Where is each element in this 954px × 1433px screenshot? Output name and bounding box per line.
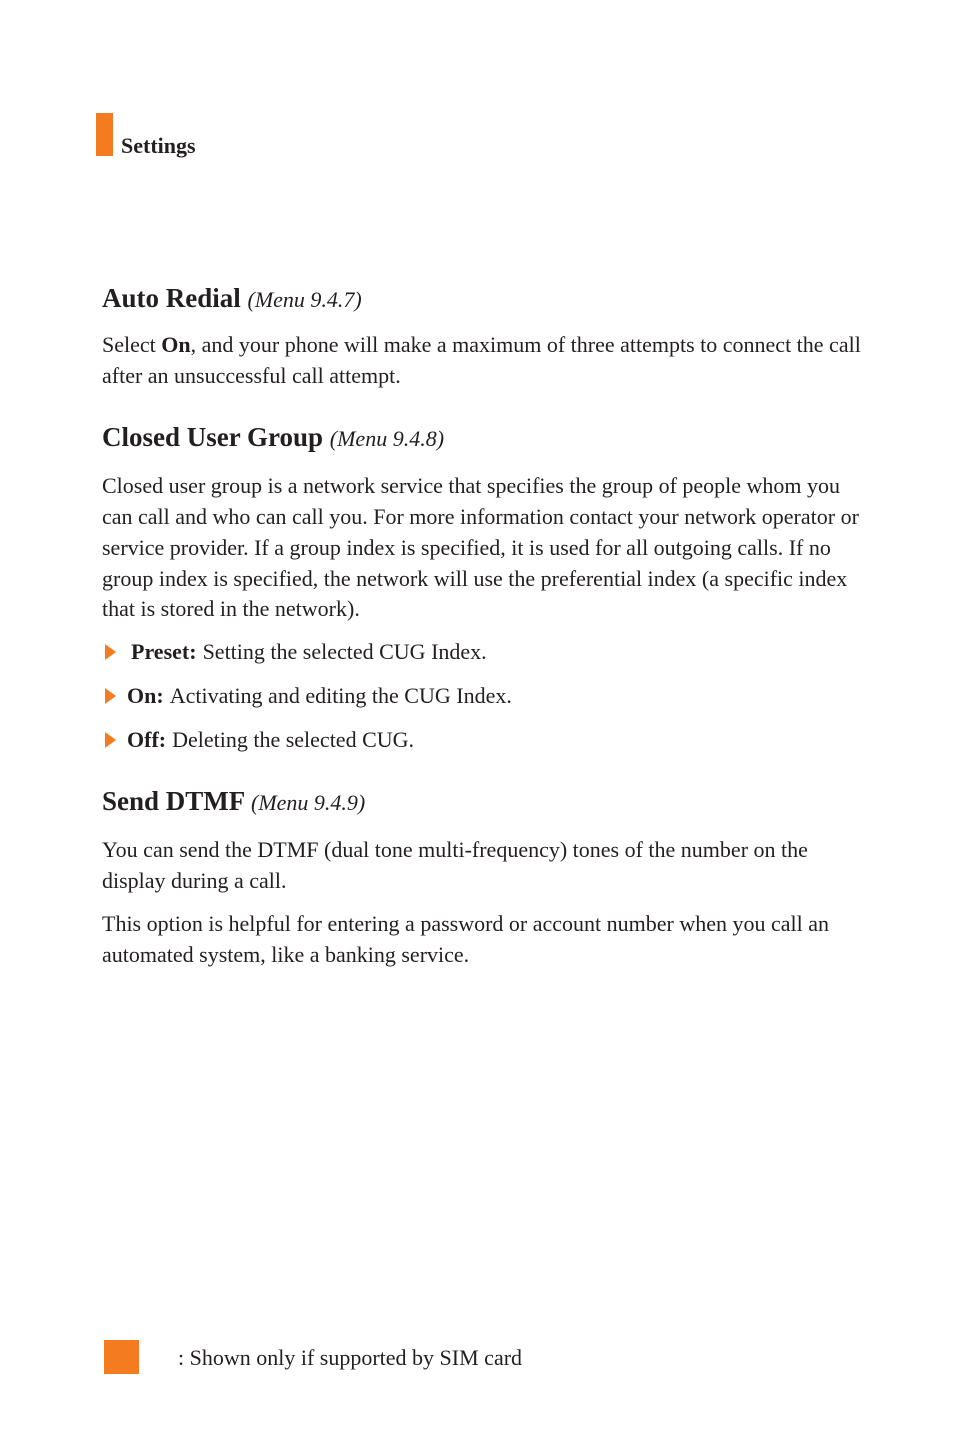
option-label: Preset: [131, 638, 197, 664]
menu-reference: (Menu 9.4.8) [329, 426, 445, 452]
cug-options-list [102, 637, 862, 755]
page-content [102, 281, 862, 971]
triangle-right-icon [105, 688, 116, 704]
sim-legend-swatch [104, 1340, 139, 1374]
heading-cug-title: Closed User Group [102, 422, 324, 453]
menu-reference: (Menu 9.4.9) [251, 789, 366, 815]
option-text: Activating and editing the CUG Index. [169, 682, 512, 708]
heading-dtmf-title: Send DTMF [102, 785, 245, 816]
menu-reference: (Menu 9.4.7) [247, 287, 362, 312]
list-item [102, 681, 862, 711]
triangle-right-icon [105, 732, 116, 748]
auto-redial-text-prefix: Select [102, 332, 162, 357]
option-text: Deleting the selected CUG. [172, 726, 415, 752]
option-label: On: [127, 682, 164, 708]
sim-legend-note: : Shown only if supported by SIM card [178, 1345, 523, 1370]
option-label: Off: [127, 726, 167, 752]
heading-send-dtmf [102, 784, 862, 820]
option-text: Setting the selected CUG Index. [202, 638, 487, 664]
section-color-tab [96, 113, 113, 156]
heading-auto-redial-title: Auto Redial [102, 283, 241, 313]
cug-description: Closed user group is a network service that specifies the group of people whom you can call and who can call you. For more information contact your network operator or service provider. If a group index is specified, it is used for all outgoing calls. If no group index is specified, the network will use the preferential index (a specific index that is stored in the network). [102, 473, 859, 622]
heading-auto-redial [102, 281, 862, 317]
page-section-title: Settings [121, 133, 196, 158]
heading-closed-user-group [102, 420, 862, 456]
triangle-right-icon [105, 644, 116, 660]
auto-redial-text-bold: On [161, 332, 191, 357]
dtmf-helpful-note: This option is helpful for entering a password or account number when you call an automated system, like a banking service. [102, 911, 830, 968]
list-item [102, 637, 862, 667]
auto-redial-description [102, 330, 862, 391]
auto-redial-text-suffix: , and your phone will make a maximum of three attempts to connect the call after an unsuccessful call attempt. [102, 332, 861, 388]
dtmf-description: You can send the DTMF (dual tone multi-frequency) tones of the number on the display during a call. [102, 836, 808, 893]
list-item [102, 725, 862, 755]
